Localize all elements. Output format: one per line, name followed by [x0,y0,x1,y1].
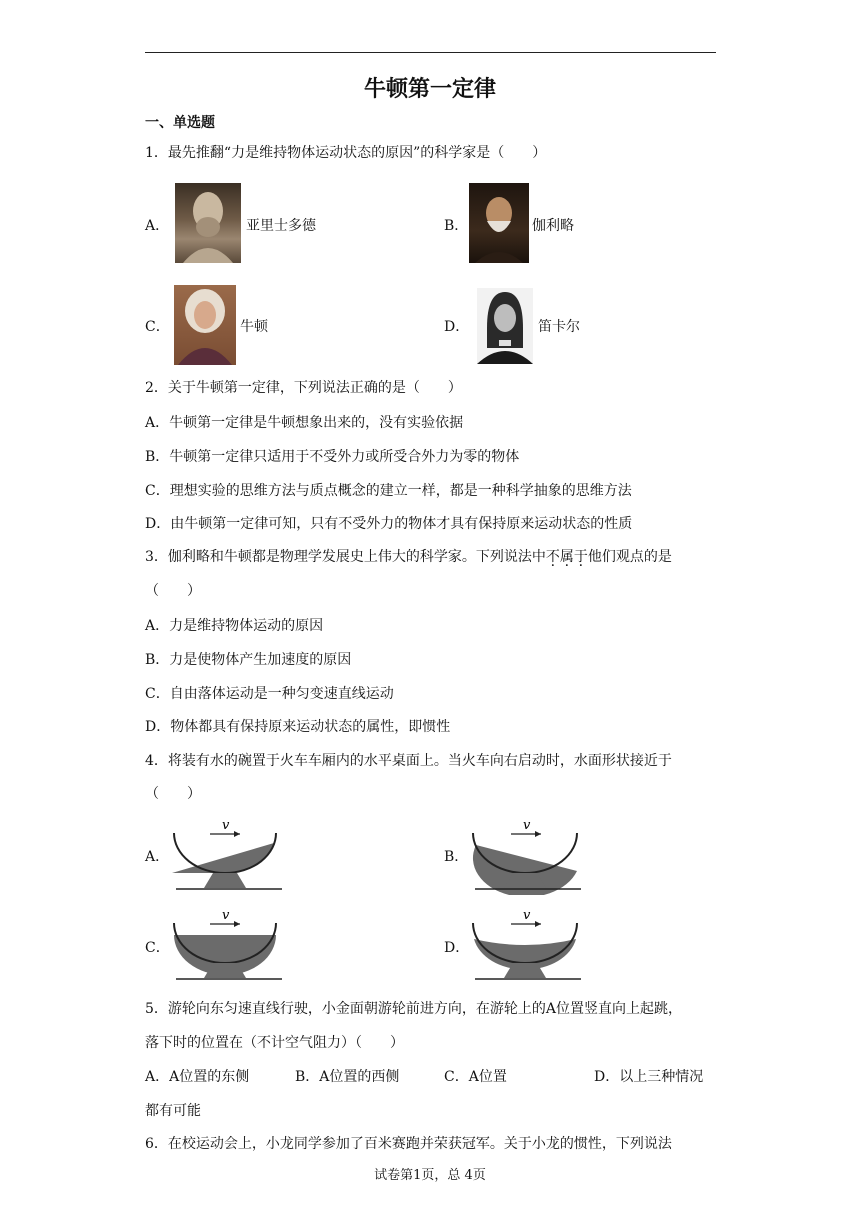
q5-option-d-continued: 都有可能 [145,1103,201,1119]
question-5-stem-line2: 落下时的位置在（不计空气阻力）（ ） [145,1035,404,1051]
galileo-portrait [469,183,529,263]
q4-bowl-b-diagram [467,815,585,895]
question-4-stem-line2: （ ） [145,786,201,802]
page-footer: 试卷第1页，总 4页 [374,1168,486,1183]
q1-option-a-letter[interactable]: A． [145,218,170,234]
q5-option-d[interactable]: D．以上三种情况 [594,1069,704,1085]
velocity-label: v [222,908,230,923]
section-heading: 一、单选题 [145,115,215,131]
q2-option-b[interactable]: B．牛顿第一定律只适用于不受外力或所受合外力为零的物体 [145,449,520,465]
question-4-stem: 4．将装有水的碗置于火车车厢内的水平桌面上。当火车向右启动时，水面形状接近于 [145,753,672,769]
page-title: 牛顿第一定律 [363,77,496,102]
q3-stem-post: 他们观点的是 [587,549,672,565]
newton-portrait [174,285,236,365]
aristotle-portrait [175,183,241,263]
q4-option-d-letter[interactable]: D． [444,940,470,956]
q4-option-b-letter[interactable]: B． [444,849,469,865]
q4-bowl-d-diagram [467,905,585,985]
question-6-stem: 6．在校运动会上，小龙同学参加了百米赛跑并荣获冠军。关于小龙的惯性，下列说法 [145,1136,672,1152]
q3-emph-3: 于 [573,549,588,565]
q4-bowl-a-diagram [166,815,284,895]
q1-option-a-text: 亚里士多德 [246,218,316,234]
q5-option-c[interactable]: C．A位置 [444,1069,507,1085]
q1-option-c-text: 牛顿 [240,319,268,335]
q4-option-c-letter[interactable]: C． [145,940,170,956]
question-2-stem: 2．关于牛顿第一定律，下列说法正确的是（ ） [145,380,462,396]
question-5-stem: 5．游轮向东匀速直线行驶，小金面朝游轮前进方向，在游轮上的A位置竖直向上起跳， [145,1001,683,1017]
q1-option-d-letter[interactable]: D． [444,319,470,335]
q3-emph-1: 不 [545,549,560,565]
velocity-label: v [222,818,230,833]
velocity-label: v [523,818,531,833]
velocity-label: v [523,908,531,923]
header-rule [145,52,716,53]
q3-option-b[interactable]: B．力是使物体产生加速度的原因 [145,652,352,668]
q4-bowl-c-diagram [166,905,284,985]
question-3-stem-line2: （ ） [145,583,201,599]
q5-option-a[interactable]: A．A位置的东侧 [145,1069,250,1085]
question-1-stem: 1．最先推翻“力是维持物体运动状态的原因”的科学家是（ ） [145,145,547,161]
q2-option-a[interactable]: A．牛顿第一定律是牛顿想象出来的，没有实验依据 [145,415,464,431]
q1-option-b-text: 伽利略 [532,218,574,234]
q3-option-d[interactable]: D．物体都具有保持原来运动状态的属性，即惯性 [145,719,451,735]
q1-option-b-letter[interactable]: B． [444,218,469,234]
q4-option-a-letter[interactable]: A． [145,849,170,865]
descartes-portrait [477,288,533,364]
q1-option-c-letter[interactable]: C． [145,319,170,335]
q2-option-d[interactable]: D．由牛顿第一定律可知，只有不受外力的物体才具有保持原来运动状态的性质 [145,516,633,532]
q2-option-c[interactable]: C．理想实验的思维方法与质点概念的建立一样，都是一种科学抽象的思维方法 [145,483,632,499]
q5-option-b[interactable]: B．A位置的西侧 [295,1069,400,1085]
question-3-stem [145,546,672,566]
q3-stem-pre: 3．伽利略和牛顿都是物理学发展史上伟大的科学家。下列说法中 [145,549,546,565]
q3-option-c[interactable]: C．自由落体运动是一种匀变速直线运动 [145,686,394,702]
q1-option-d-text: 笛卡尔 [538,319,580,335]
q3-emph-2: 属 [559,549,574,565]
q3-option-a[interactable]: A．力是维持物体运动的原因 [145,618,324,634]
